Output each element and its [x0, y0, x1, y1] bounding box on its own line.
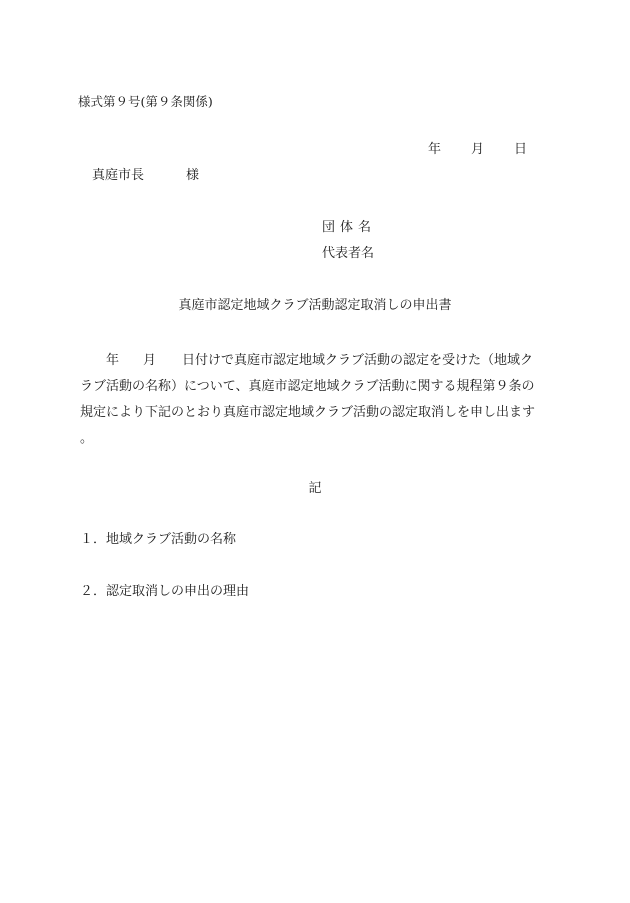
- form-number: 様式第９号(第９条関係): [78, 94, 213, 109]
- date-day-label: 日: [514, 142, 528, 157]
- list-item-text: 地域クラブ活動の名称: [106, 532, 237, 547]
- ki-heading: 記: [308, 481, 322, 496]
- representative-name-label: 代表者名: [322, 246, 375, 261]
- body-line-3: 規定により下記のとおり真庭市認定地域クラブ活動の認定取消しを申し出ます: [80, 405, 536, 420]
- body-line-1: [80, 348, 560, 374]
- body-line-2: ラブ活動の名称）について、真庭市認定地域クラブ活動に関する規程第９条の: [80, 379, 535, 394]
- body-year-label: 年: [106, 353, 120, 368]
- list-item-text: 認定取消しの申出の理由: [106, 584, 250, 599]
- date-month-label: 月: [471, 142, 485, 157]
- addressee-honorific: 様: [186, 168, 200, 183]
- addressee-name: 真庭市長: [92, 168, 145, 183]
- body-paragraph: [80, 348, 560, 452]
- document-title: [0, 298, 630, 314]
- document-title-text: 真庭市認定地域クラブ活動認定取消しの申出書: [178, 298, 452, 313]
- date-year-label: 年: [428, 142, 442, 157]
- body-month-label: 月: [143, 353, 157, 368]
- date-line: [428, 142, 527, 158]
- list-item-number: １．: [80, 532, 107, 547]
- body-line-4: 。: [80, 431, 94, 446]
- addressee: [92, 168, 199, 184]
- list-item: [80, 584, 249, 600]
- list-item: [80, 532, 236, 548]
- body-line-1-text: 日付けで真庭市認定地域クラブ活動の認定を受けた（地域ク: [182, 353, 534, 368]
- org-name-label: 団体名: [322, 220, 377, 235]
- list-item-number: ２．: [80, 584, 107, 599]
